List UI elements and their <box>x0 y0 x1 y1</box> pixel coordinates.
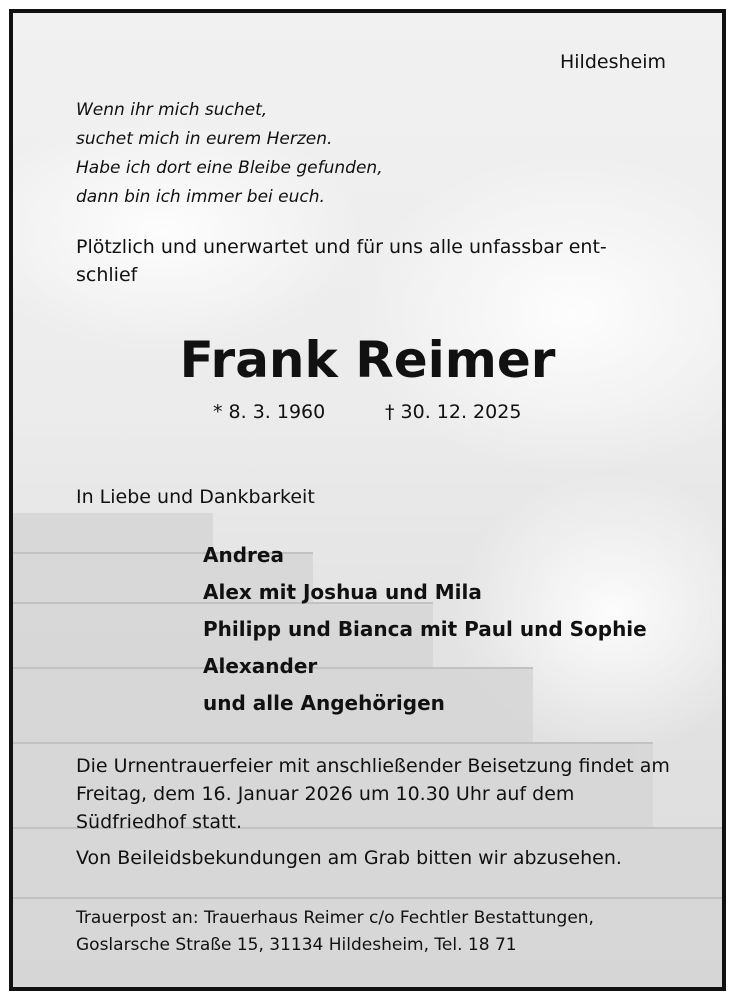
service-info: Die Urnentrauerfeier mit anschließender Beisetzung findet am Freitag, dem 16. Januar 2026 um 10.30 Uhr auf dem Südfriedhof statt. <box>76 755 670 833</box>
death-date: † 30. 12. 2025 <box>385 401 522 423</box>
mourner-entry: Philipp und Bianca mit Paul und Sophie <box>203 617 647 641</box>
intro-text: Plötzlich und unerwartet und für uns alle unfassbar ent-schlief <box>76 236 607 286</box>
obituary-notice <box>9 9 726 991</box>
memorial-poem <box>76 96 383 212</box>
poem-line: dann bin ich immer bei euch. <box>76 187 325 207</box>
mourner-entry: Alex mit Joshua und Mila <box>203 580 482 604</box>
mourner-entry: Alexander <box>203 654 318 678</box>
deceased-name: Frank Reimer <box>179 331 556 389</box>
mourner-entry: und alle Angehörigen <box>203 691 445 715</box>
condolence-note: Von Beileidsbekundungen am Grab bitten wir abzusehen. <box>76 847 622 869</box>
poem-line: Wenn ihr mich suchet, <box>76 100 268 120</box>
dedication-text: In Liebe und Dankbarkeit <box>76 486 315 508</box>
mail-address-line: Trauerpost an: Trauerhaus Reimer c/o Fechtler Bestattungen, <box>76 908 594 928</box>
mourner-entry: Andrea <box>203 543 284 567</box>
city-name: Hildesheim <box>559 51 666 73</box>
mourners-list <box>203 537 647 722</box>
mail-address-line: Goslarsche Straße 15, 31134 Hildesheim, Tel. 18 71 <box>76 935 517 955</box>
mail-address <box>76 905 671 959</box>
poem-line: suchet mich in eurem Herzen. <box>76 129 333 149</box>
birth-date: * 8. 3. 1960 <box>213 401 326 423</box>
poem-line: Habe ich dort eine Bleibe gefunden, <box>76 158 383 178</box>
